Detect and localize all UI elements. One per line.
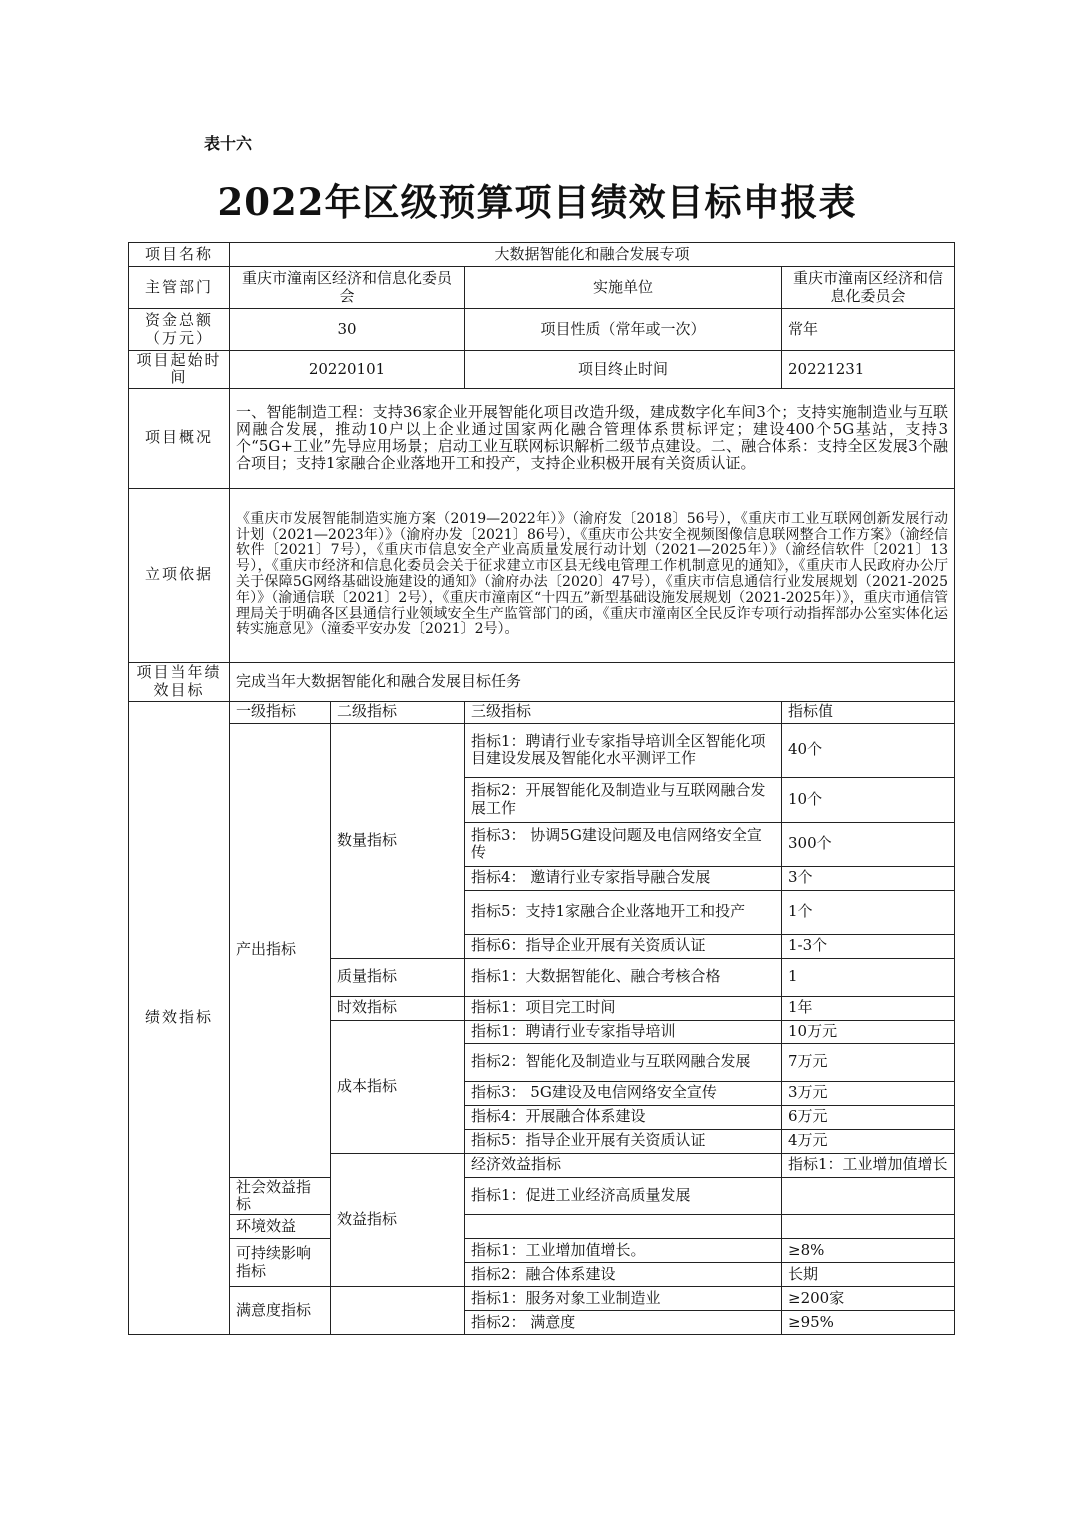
indicator-name: 指标1：聘请行业专家指导培训全区智能化项目建设发展及智能化水平测评工作 xyxy=(465,723,782,777)
label-output-indicators: 产出指标 xyxy=(230,723,331,1177)
indicator-name: 指标5：指导企业开展有关资质认证 xyxy=(465,1129,782,1153)
label-department: 主管部门 xyxy=(129,267,230,309)
label-implementing-unit: 实施单位 xyxy=(465,267,782,309)
row-period xyxy=(129,351,955,389)
indicator-value: 7万元 xyxy=(782,1043,955,1081)
indicator-value: ≥200家 xyxy=(782,1287,955,1311)
indicator-name: 指标4： 邀请行业专家指导融合发展 xyxy=(465,866,782,890)
indicator-name: 指标1：项目完工时间 xyxy=(465,996,782,1020)
indicator-value: 6万元 xyxy=(782,1105,955,1129)
header-level1: 一级指标 xyxy=(230,701,331,723)
indicator-value: 3个 xyxy=(782,866,955,890)
label-end-time: 项目终止时间 xyxy=(465,351,782,389)
label-economic-indicators: 经济效益指标 xyxy=(465,1153,782,1177)
indicator-name xyxy=(465,1215,782,1239)
table-row xyxy=(129,1239,955,1263)
indicator-value: 3万元 xyxy=(782,1081,955,1105)
label-quality-indicators: 质量指标 xyxy=(331,958,465,996)
label-satisfaction-indicators: 满意度指标 xyxy=(230,1287,331,1335)
indicator-name: 指标3： 协调5G建设问题及电信网络安全宣传 xyxy=(465,822,782,866)
header-indicator-value: 指标值 xyxy=(782,701,955,723)
row-annual-goal xyxy=(129,662,955,701)
label-cost-indicators: 成本指标 xyxy=(331,1020,465,1153)
label-environment-indicators: 环境效益 xyxy=(230,1215,331,1239)
performance-target-form xyxy=(128,242,955,1335)
indicator-value: 10万元 xyxy=(782,1020,955,1043)
indicator-name: 指标1：聘请行业专家指导培训 xyxy=(465,1020,782,1043)
indicator-value: 4万元 xyxy=(782,1129,955,1153)
header-level3: 三级指标 xyxy=(465,701,782,723)
label-benefit-indicators: 效益指标 xyxy=(331,1153,465,1287)
row-overview xyxy=(129,388,955,488)
indicator-value: 1年 xyxy=(782,996,955,1020)
indicator-name: 指标2：智能化及制造业与互联网融合发展 xyxy=(465,1043,782,1081)
row-project-name xyxy=(129,243,955,267)
indicator-name: 指标1：工业增加值增长。 xyxy=(465,1239,782,1263)
indicator-name: 指标1：促进工业经济高质量发展 xyxy=(465,1177,782,1215)
label-project-name: 项目名称 xyxy=(129,243,230,267)
indicator-name: 指标1：大数据智能化、融合考核合格 xyxy=(465,958,782,996)
satisfaction-level2-blank xyxy=(331,1287,465,1335)
label-overview: 项目概况 xyxy=(129,388,230,488)
indicator-value xyxy=(782,1177,955,1215)
value-project-nature: 常年 xyxy=(782,309,955,351)
label-sustainability-indicators: 可持续影响指标 xyxy=(230,1239,331,1287)
row-department xyxy=(129,267,955,309)
value-end-time: 20221231 xyxy=(782,351,955,389)
indicator-name: 指标3： 5G建设及电信网络安全宣传 xyxy=(465,1081,782,1105)
table-row xyxy=(129,723,955,777)
indicator-name: 指标2：融合体系建设 xyxy=(465,1263,782,1287)
indicator-value: ≥8% xyxy=(782,1239,955,1263)
value-project-name: 大数据智能化和融合发展专项 xyxy=(230,243,955,267)
value-fund-total: 30 xyxy=(230,309,465,351)
indicator-value: 1 xyxy=(782,958,955,996)
row-basis xyxy=(129,488,955,662)
header-level2: 二级指标 xyxy=(331,701,465,723)
indicator-name: 指标1：工业增加值增长 xyxy=(782,1153,955,1177)
value-implementing-unit: 重庆市潼南区经济和信息化委员会 xyxy=(782,267,955,309)
label-quantity-indicators: 数量指标 xyxy=(331,723,465,958)
value-annual-goal: 完成当年大数据智能化和融合发展目标任务 xyxy=(230,662,955,701)
indicator-name: 指标1：服务对象工业制造业 xyxy=(465,1287,782,1311)
indicator-value: ≥95% xyxy=(782,1311,955,1335)
indicator-value: 长期 xyxy=(782,1263,955,1287)
label-social-indicators: 社会效益指标 xyxy=(230,1177,331,1215)
indicator-name: 指标4：开展融合体系建设 xyxy=(465,1105,782,1129)
label-project-nature: 项目性质（常年或一次） xyxy=(465,309,782,351)
label-performance-indicators: 绩效指标 xyxy=(129,701,230,1335)
table-number-label: 表十六 xyxy=(204,134,253,153)
table-row xyxy=(129,1287,955,1311)
table-row xyxy=(129,1215,955,1239)
label-annual-goal: 项目当年绩效目标 xyxy=(129,662,230,701)
row-indicator-header xyxy=(129,701,955,723)
row-fund xyxy=(129,309,955,351)
value-overview: 一、智能制造工程：支持36家企业开展智能化项目改造升级，建成数字化车间3个；支持实施制造业与互联网融合发展，推动10户以上企业通过国家两化融合管理体系贯标评定；建设400个5G基站，支持3个“5G+工业”先导应用场景；启动工业互联网标识解析二级节点建设。二、融合体系：支持全区发展3个融合项目；支持1家融合企业落地开工和投产，支持企业积极开展有关资质认证。 xyxy=(230,388,955,488)
indicator-name: 指标2：开展智能化及制造业与互联网融合发展工作 xyxy=(465,777,782,822)
indicator-value: 10个 xyxy=(782,777,955,822)
indicator-value: 40个 xyxy=(782,723,955,777)
indicator-value: 300个 xyxy=(782,822,955,866)
indicator-value xyxy=(782,1215,955,1239)
indicator-name: 指标2： 满意度 xyxy=(465,1311,782,1335)
label-start-time: 项目起始时间 xyxy=(129,351,230,389)
indicator-name: 指标5：支持1家融合企业落地开工和投产 xyxy=(465,890,782,934)
document-title: 2022年区级预算项目绩效目标申报表 xyxy=(217,180,857,224)
value-start-time: 20220101 xyxy=(230,351,465,389)
value-basis: 《重庆市发展智能制造实施方案（2019—2022年）》（渝府发〔2018〕56号），《重庆市工业互联网创新发展行动计划（2021—2023年）》（渝府办发〔2021〕86号），《重庆市公共安全视频图像信息联网整合工作方案》（渝经信软件〔2021〕7号），《重庆市信息安全产业高质量发展行动计划（2021—2025年）》（渝经信软件〔2021〕13号），《重庆市经济和信息化委员会关于征求建立市区县无线电管理工作机制意见的通知》，《重庆市人民政府办公厅关于保障5G网络基础设施建设的通知》（渝府办法〔2020〕47号），《重庆市信息通信行业发展规划（2021-2025年）》（渝通信联〔2021〕2号），《重庆市潼南区“十四五”新型基础设施发展规划（2021-2025年）》，重庆市通信管理局关于明确各区县通信行业领域安全生产监管部门的函，《重庆市潼南区全民反诈专项行动指挥部办公室实体化运转实施意见》（潼委平安办发〔2021〕2号）。 xyxy=(230,488,955,662)
indicator-value: 1-3个 xyxy=(782,934,955,958)
value-department: 重庆市潼南区经济和信息化委员会 xyxy=(230,267,465,309)
label-timeliness-indicators: 时效指标 xyxy=(331,996,465,1020)
indicator-value: 1个 xyxy=(782,890,955,934)
indicator-name: 指标6：指导企业开展有关资质认证 xyxy=(465,934,782,958)
label-basis: 立项依据 xyxy=(129,488,230,662)
label-fund-total: 资金总额（万元） xyxy=(129,309,230,351)
table-row xyxy=(129,1177,955,1215)
